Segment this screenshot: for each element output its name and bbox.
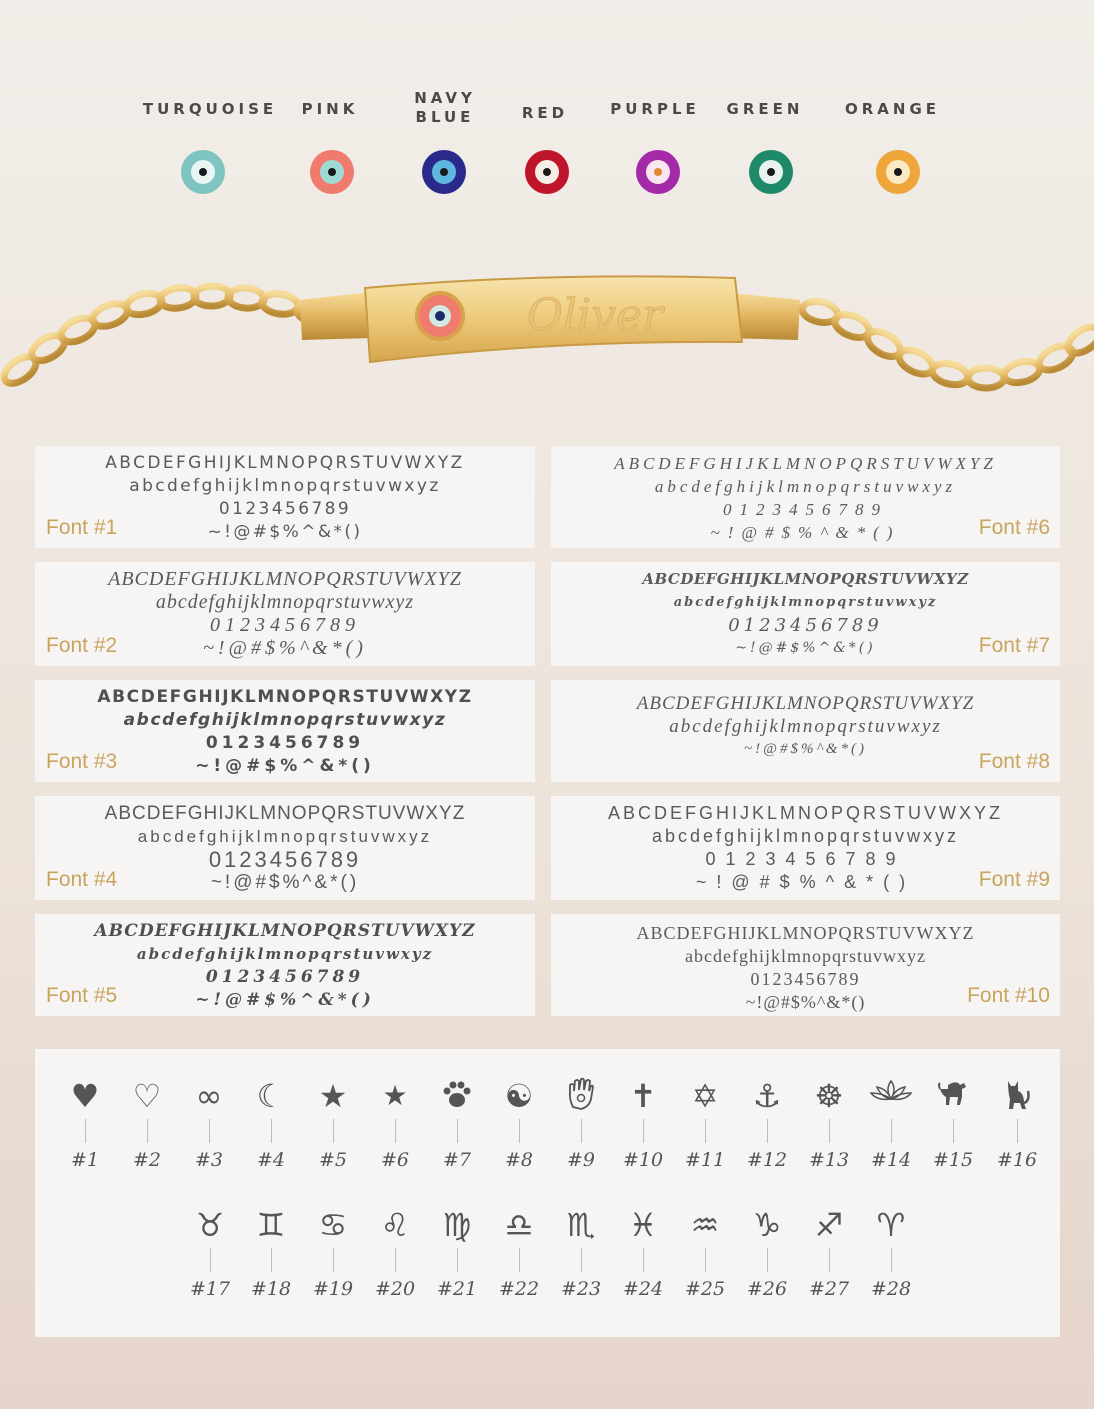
font-label: Font #6 [978, 516, 1050, 539]
font-sample-symbols: ~!@#$%^&*() [210, 872, 360, 893]
font-sample-lowercase: abcdefghijklmnopqrstuvwxyz [673, 595, 938, 610]
font-sample-uppercase: ABCDEFGHIJKLMNOPQRSTUVWXYZ [94, 921, 476, 941]
font-sample-symbols: ~!@#$%^&*() [207, 522, 363, 542]
symbol-number: #8 [504, 1149, 533, 1171]
star-of-david-icon: ✡ [691, 1077, 719, 1115]
font-sample-digits: 0123456789 [205, 733, 365, 753]
hamsa-icon [551, 1077, 611, 1115]
symbol-number: #9 [566, 1149, 595, 1171]
color-name: TURQUOISE [142, 100, 278, 118]
font-panel-9[interactable] [551, 796, 1060, 900]
color-name: ORANGE [844, 100, 941, 118]
symbol-number: #24 [622, 1278, 664, 1300]
font-sample-lowercase: abcdefghijklmnopqrstuvwxyz [685, 946, 926, 966]
symbol-number: #28 [870, 1278, 912, 1300]
pisces-icon: ♓ [628, 1206, 658, 1244]
engraving-text: Oliver [526, 290, 664, 341]
symbol-27[interactable] [799, 1206, 859, 1300]
symbol-13[interactable] [799, 1077, 859, 1171]
font-sample-uppercase: ABCDEFGHIJKLMNOPQRSTUVWXYZ [104, 803, 466, 824]
libra-icon: ♎ [504, 1206, 534, 1244]
symbol-number: #23 [560, 1278, 602, 1300]
font-sample-uppercase: ABCDEFGHIJKLMNOPQRSTUVWXYZ [607, 803, 1004, 823]
scorpio-icon: ♏ [566, 1206, 596, 1244]
cancer-icon: ♋ [318, 1206, 348, 1244]
symbol-23[interactable] [551, 1206, 611, 1300]
star-icon: ★ [318, 1077, 348, 1115]
symbol-26[interactable] [737, 1206, 797, 1300]
symbol-10[interactable] [613, 1077, 673, 1171]
font-label: Font #1 [46, 516, 118, 539]
symbol-15[interactable] [923, 1077, 983, 1171]
paw-icon [427, 1077, 487, 1115]
bracelet-photo [0, 240, 1094, 430]
font-panel-6[interactable] [551, 446, 1060, 548]
symbol-20[interactable] [365, 1206, 425, 1300]
symbol-number: #19 [312, 1278, 354, 1300]
cross-icon: ✝ [629, 1077, 657, 1115]
symbol-11[interactable] [675, 1077, 735, 1171]
font-sample-lowercase: abcdefghijklmnopqrstuvwxyz [137, 827, 433, 846]
font-sample-uppercase: ABCDEFGHIJKLMNOPQRSTUVWXYZ [108, 568, 462, 590]
heart-outline-icon: ♡ [132, 1077, 162, 1115]
font-sample-uppercase: ABCDEFGHIJKLMNOPQRSTUVWXYZ [97, 687, 473, 707]
symbol-number: #16 [996, 1149, 1038, 1171]
symbol-12[interactable] [737, 1077, 797, 1171]
font-sample-symbols: ~!@#$%^&*() [735, 640, 876, 656]
color-option-orange[interactable] [840, 100, 945, 119]
font-sample-lowercase: abcdefghijklmnopqrstuvwxyz [651, 826, 960, 846]
symbol-16[interactable] [987, 1077, 1047, 1171]
gemini-icon: ♊ [256, 1206, 286, 1244]
symbol-17[interactable] [180, 1206, 240, 1300]
font-panel-2[interactable] [35, 562, 535, 666]
evil-eye-icon[interactable] [749, 150, 793, 194]
font-label: Font #2 [46, 634, 118, 657]
font-sample-lowercase: abcdefghijklmnopqrstuvwxyz [155, 591, 415, 613]
font-sample-lowercase: abcdefghijklmnopqrstuvwxyz [136, 945, 434, 963]
capricorn-icon: ♑ [752, 1206, 782, 1244]
font-sample-uppercase: ABCDEFGHIJKLMNOPQRSTUVWXYZ [636, 923, 975, 943]
font-label: Font #10 [967, 984, 1050, 1007]
font-label: Font #9 [978, 868, 1050, 891]
sagittarius-icon: ♐ [814, 1206, 844, 1244]
symbol-number: #20 [374, 1278, 416, 1300]
symbol-number: #5 [318, 1149, 347, 1171]
font-panel-8[interactable] [551, 680, 1060, 782]
symbol-number: #12 [746, 1149, 788, 1171]
font-label: Font #8 [978, 750, 1050, 773]
font-label: Font #5 [46, 984, 118, 1007]
font-label: Font #7 [978, 634, 1050, 657]
symbols-panel [35, 1049, 1060, 1337]
symbol-4[interactable] [241, 1077, 301, 1171]
font-panel-7[interactable] [551, 562, 1060, 666]
symbol-number: #15 [932, 1149, 974, 1171]
infinity-icon: ∞ [195, 1077, 223, 1115]
dog-icon [923, 1077, 983, 1115]
font-sample-digits: 0123456789 [705, 849, 906, 869]
font-sample-symbols: ~!@#$%^&*() [203, 637, 367, 659]
cat-icon [987, 1077, 1047, 1115]
symbol-3[interactable] [179, 1077, 239, 1171]
bracelet-image [0, 240, 1094, 430]
color-options [0, 0, 1094, 240]
font-sample-lowercase: abcdefghijklmnopqrstuvwxyz [123, 710, 447, 730]
symbol-number: #3 [194, 1149, 223, 1171]
virgo-icon: ♍ [442, 1206, 472, 1244]
font-sample-uppercase: ABCDEFGHIJKLMNOPQRSTUVWXYZ [105, 453, 465, 473]
symbol-number: #4 [256, 1149, 285, 1171]
leo-icon: ♌ [380, 1206, 410, 1244]
font-sample-lowercase: abcdefghijklmnopqrstuvwxyz [129, 476, 441, 496]
font-sample-digits: 0123456789 [205, 967, 365, 987]
evil-eye-icon[interactable] [876, 150, 920, 194]
symbol-18[interactable] [241, 1206, 301, 1300]
aquarius-icon: ♒ [690, 1206, 720, 1244]
symbol-5[interactable] [303, 1077, 363, 1171]
symbol-number: #7 [442, 1149, 471, 1171]
font-sample-lowercase: abcdefghijklmnopqrstuvwxyz [669, 716, 942, 737]
font-sample-symbols: ~!@#$%^&*() [195, 990, 375, 1010]
font-sample-lowercase: abcdefghijklmnopqrstuvwxyz [654, 477, 957, 496]
symbol-number: #18 [250, 1278, 292, 1300]
symbol-number: #27 [808, 1278, 850, 1300]
aries-icon: ♈ [876, 1206, 906, 1244]
symbol-number: #26 [746, 1278, 788, 1300]
font-sample-digits: 0123456789 [750, 969, 861, 989]
color-option-red[interactable] [510, 104, 580, 123]
star-small-icon: ★ [382, 1079, 408, 1112]
font-sample-digits: 0123456789 [208, 847, 362, 872]
font-sample-uppercase: ABCDEFGHIJKLMNOPQRSTUVWXYZ [642, 570, 969, 588]
symbol-28[interactable] [861, 1206, 921, 1300]
font-sample-symbols: ~!@#$%^&*() [744, 741, 867, 757]
evil-eye-icon[interactable] [422, 150, 466, 194]
symbol-number: #14 [870, 1149, 912, 1171]
heart-icon: ♥ [70, 1077, 100, 1115]
yin-yang-icon: ☯ [504, 1077, 534, 1115]
evil-eye-icon[interactable] [636, 150, 680, 194]
symbol-number: #1 [70, 1149, 99, 1171]
font-label: Font #3 [46, 750, 118, 773]
evil-eye-icon[interactable] [525, 150, 569, 194]
color-name: PURPLE [610, 100, 700, 118]
font-panel-4[interactable] [35, 796, 535, 900]
font-sample-digits: 0123456789 [723, 500, 888, 519]
color-option-pink[interactable] [290, 100, 370, 119]
symbol-25[interactable] [675, 1206, 735, 1300]
symbol-7[interactable] [427, 1077, 487, 1171]
font-panel-1[interactable] [35, 446, 535, 548]
taurus-icon: ♉ [195, 1206, 225, 1244]
crescent-moon-icon: ☾ [256, 1077, 286, 1115]
font-sample-symbols: ~!@#$%^&*() [695, 872, 916, 892]
symbol-number: #6 [380, 1149, 409, 1171]
font-sample-digits: 0123456789 [218, 499, 352, 519]
color-name: PINK [301, 100, 359, 118]
font-panel-5[interactable] [35, 914, 535, 1016]
symbol-number: #17 [189, 1278, 231, 1300]
evil-eye-icon[interactable] [181, 150, 225, 194]
symbol-number: #22 [498, 1278, 540, 1300]
symbol-number: #11 [684, 1149, 726, 1171]
symbol-number: #13 [808, 1149, 850, 1171]
anchor-icon: ⚓ [752, 1077, 782, 1115]
symbol-21[interactable] [427, 1206, 487, 1300]
symbol-24[interactable] [613, 1206, 673, 1300]
font-sample-uppercase: ABCDEFGHIJKLMNOPQRSTUVWXYZ [614, 454, 997, 473]
symbol-9[interactable] [551, 1077, 611, 1171]
color-option-purple[interactable] [605, 100, 705, 119]
symbol-number: #21 [436, 1278, 478, 1300]
symbol-number: #2 [132, 1149, 161, 1171]
font-panel-3[interactable] [35, 680, 535, 782]
font-sample-digits: 0123456789 [728, 615, 883, 636]
evil-eye-icon[interactable] [310, 150, 354, 194]
font-label: Font #4 [46, 868, 118, 891]
ship-wheel-icon: ☸ [814, 1077, 844, 1115]
color-option-green[interactable] [720, 100, 810, 119]
symbol-8[interactable] [489, 1077, 549, 1171]
symbol-1[interactable] [55, 1077, 115, 1171]
color-name: RED [521, 104, 569, 122]
color-name: GREEN [726, 100, 804, 118]
color-option-navy-blue[interactable] [400, 89, 490, 127]
color-option-turquoise[interactable] [140, 100, 280, 119]
color-name: NAVY BLUE [414, 89, 476, 126]
symbol-2[interactable] [117, 1077, 177, 1171]
font-sample-uppercase: ABCDEFGHIJKLMNOPQRSTUVWXYZ [636, 693, 975, 714]
symbol-22[interactable] [489, 1206, 549, 1300]
symbol-number: #10 [622, 1149, 664, 1171]
font-sample-symbols: ~!@#$%^&*() [745, 992, 866, 1012]
font-sample-symbols: ~!@#$%^&*() [710, 523, 901, 542]
symbol-14[interactable] [861, 1077, 921, 1171]
font-sample-symbols: ~!@#$%^&*() [195, 756, 375, 776]
font-panel-10[interactable] [551, 914, 1060, 1016]
symbol-number: #25 [684, 1278, 726, 1300]
font-sample-digits: 0123456789 [210, 614, 360, 636]
lotus-icon [861, 1077, 921, 1115]
symbol-19[interactable] [303, 1206, 363, 1300]
symbol-6[interactable] [365, 1077, 425, 1171]
